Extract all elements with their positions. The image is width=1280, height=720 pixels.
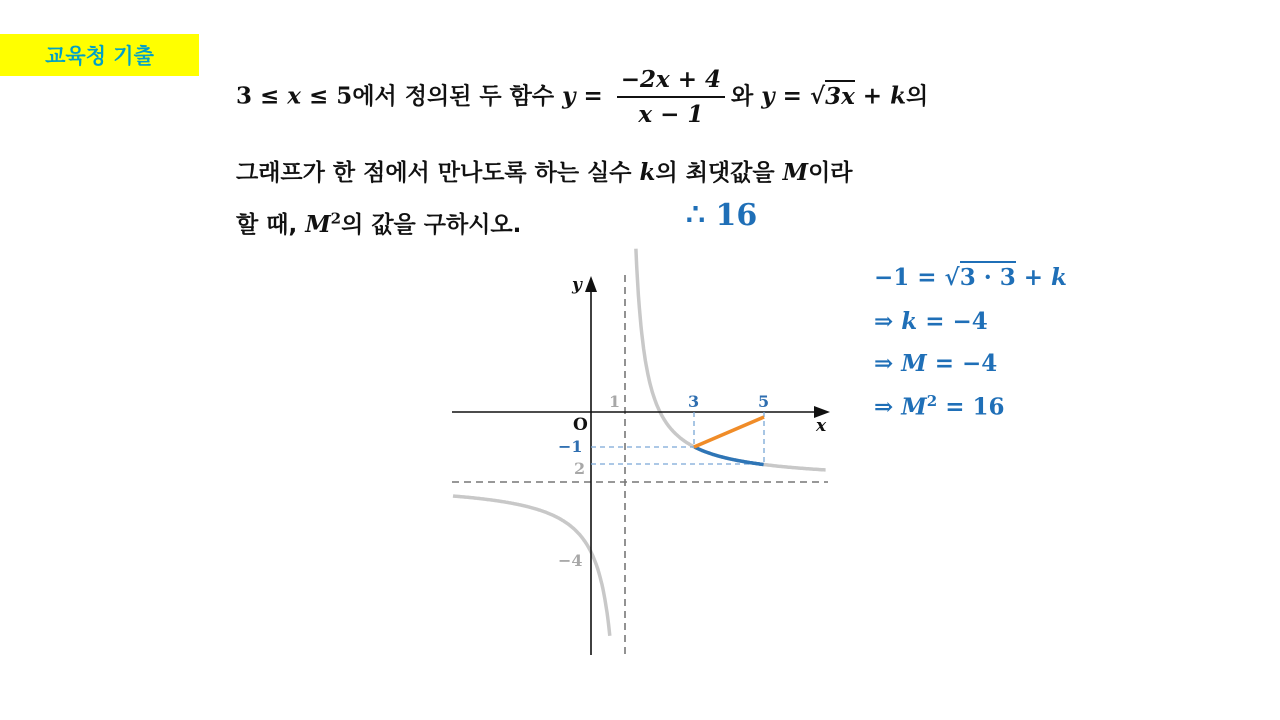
problem-text: 의: [906, 83, 929, 110]
x-axis-label: x: [816, 416, 827, 436]
source-badge: 교육청 기출: [0, 34, 199, 76]
origin-label: O: [573, 415, 588, 435]
problem-text: 이라: [808, 160, 853, 186]
tick-label-2: 2: [574, 459, 586, 478]
var-k: k: [1051, 264, 1067, 291]
sqrt-curve-segment: [694, 417, 764, 447]
problem-text: 의 값을 구하시오.: [341, 212, 522, 238]
var-M: M: [901, 393, 927, 421]
equals: =: [575, 82, 611, 110]
inequality-start: 3 ≤: [236, 82, 288, 110]
step-text: +: [1015, 264, 1052, 291]
var-M: M: [782, 159, 809, 186]
problem-text: 와: [731, 83, 762, 110]
final-answer: ∴ 16: [686, 198, 758, 233]
implies-arrow: ⇒: [874, 393, 902, 421]
step-text: −1 = √: [874, 264, 960, 291]
implies-arrow: ⇒: [874, 350, 902, 377]
sqrt-radicand: 3x: [825, 80, 855, 110]
tick-label-3: 3: [688, 392, 700, 411]
hyperbola-segment-3-to-5: [695, 447, 764, 465]
y-axis-label: y: [572, 275, 582, 295]
var-y: y: [562, 82, 576, 110]
tick-label-neg4: −4: [558, 551, 583, 570]
hyperbola-right-branch: [636, 249, 826, 470]
plus: +: [854, 82, 891, 110]
step-text: = 16: [937, 393, 1005, 421]
inequality-end: ≤ 5: [301, 82, 353, 110]
implies-arrow: ⇒: [874, 308, 902, 335]
hyperbola-left-branch: [453, 496, 610, 636]
problem-text: 할 때,: [236, 212, 306, 238]
exponent: 2: [926, 392, 938, 410]
exponent: 2: [330, 209, 342, 228]
problem-text: 에서 정의된 두 함수: [352, 83, 563, 110]
y-axis-arrow: [585, 276, 597, 292]
var-k: k: [901, 308, 918, 335]
var-k: k: [639, 159, 656, 186]
sqrt-sign: = √: [774, 82, 826, 110]
tick-label-neg1: −1: [558, 437, 583, 456]
fraction-denominator: x − 1: [638, 101, 704, 128]
var-M: M: [305, 211, 331, 238]
step-text: = −4: [926, 350, 998, 377]
tick-label-5: 5: [758, 392, 770, 411]
problem-text: 그래프가 한 점에서 만나도록 하는 실수: [236, 160, 640, 186]
fraction-numerator: −2x + 4: [617, 66, 725, 98]
sqrt-radicand: 3 · 3: [960, 261, 1016, 291]
problem-text: 의 최댓값을: [655, 160, 783, 186]
var-x: x: [287, 82, 302, 110]
var-y: y: [761, 82, 775, 110]
tick-label-1: 1: [609, 392, 621, 411]
var-k: k: [890, 82, 907, 110]
step-text: = −4: [917, 308, 988, 335]
var-M: M: [901, 350, 927, 377]
